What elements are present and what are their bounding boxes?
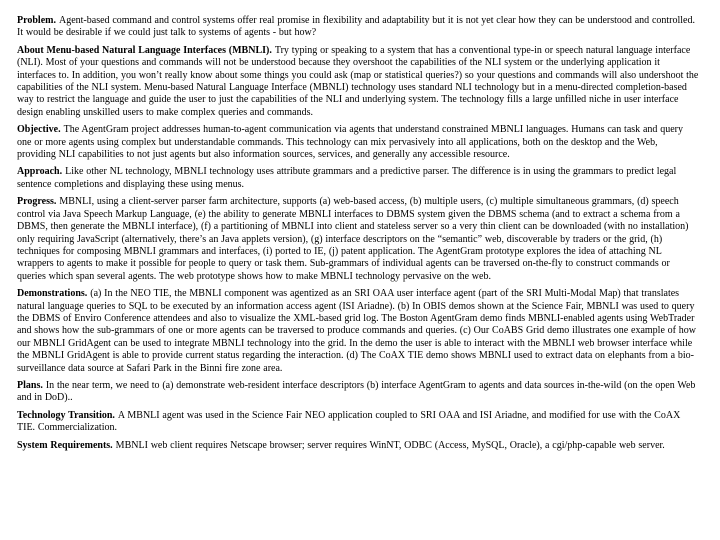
section-plans <box>17 380 699 405</box>
section-approach-label: Approach. <box>17 166 63 178</box>
section-demonstrations-text: (a) In the NEO TIE, the MBNLI component was agentized as an SRI OAA user interface agent (part of the SRI Multi-Modal Map) that translates natural language queries to SQL to be executed by an information access agent (ISI Ariadne). (b) In OBIS demos shown at the Science Fair, MBNLI was used to query the DBMS of Enviro Conference attendees and also to visualize the XML-based grid log. The Boston AgentGram demo finds MBNLI-enabled agents using WebTrader and shows how the sub-grammars of one or more agents can be traversed to produce commands and queries. (c) Our CoABS Grid demo illustrates one example of how our MBNLI GridAgent can be used to integrate MBNLI technology into the grid. In the demo the user is able to interact with the MBNLI web browser interface while the MBNLI GridAgent is able to provide current status regarding the interaction. (d) The CoAX TIE demo shows MBNLI used to extract data on elephants from a bio-surveillance data source at Safari Park in the Binni fire zone area. <box>17 288 697 374</box>
section-system-requirements <box>17 440 699 452</box>
section-plans-label: Plans. <box>17 379 43 391</box>
section-about-mbnli-text: Try typing or speaking to a system that has a conventional type-in or speech natural language interface (NLI). Most of your questions and commands will not be understood because they overshoot the capabilities of the NLI system or the underlying application it interfaces to. In addition, you won’t really know about some things you could ask (map or statistical queries?) so your questions and commands will also undershoot the capabilities of the NLI system. Menu-based Natural Language Interface (MBNLI) technology uses standard NLI technology but in a menu-directed completion-based way to restrict the language and guide the user to just the capabilities of the NLI and underlying system. The technology fills a large unfilled niche in user interface design enabling unskilled users to make complex queries and commands. <box>17 44 699 118</box>
section-objective-label: Objective. <box>17 124 61 136</box>
section-technology-transition-label: Technology Transition. <box>17 409 115 421</box>
section-progress-text: MBNLI, using a client-server parser farm architecture, supports (a) web-based access, (b) multiple users, (c) multiple simultaneous grammars, (d) speech control via Java Speech Markup Language, (e) the ability to generate MBNLI interfaces to DBMS system given the DBMS schema (and to extract a schema from a DBMS, then generate the MBNLI interface), (f) a partitioning of MBNLI into client and stateless server so a very thin client can be downloaded (with no installation) only requiring JavaScript (alternatively, there’s an Java applets version), (g) interface descriptors on the “semantic” web, discoverable by traders or the grid, (h) techniques for composing MBNLI grammars and interfaces, (i) ported to IE, (j) patent application. The AgentGram prototype explores the idea of attaching NL wrappers to agents to make it possible for people to query or task them. Sub-grammars of individual agents can be traversed on-the-fly to construct commands or queries which span several agents. The web prototype shows how to make MBNLI technology pervasive on the web. <box>17 196 689 282</box>
section-problem-text: Agent-based command and control systems offer real promise in flexibility and adaptability but it is not yet clear how they can be understood and controlled. It would be desirable if we could just talk to systems of agents - but how? <box>17 15 695 39</box>
section-approach <box>17 166 699 191</box>
section-approach-text: Like other NL technology, MBNLI technology uses attribute grammars and a predictive parser. The difference is in using the grammars to predict legal sentence completions and displaying these using menus. <box>17 166 677 190</box>
section-about-mbnli <box>17 45 699 119</box>
section-objective-text: The AgentGram project addresses human-to-agent communication via agents that understand constrained MBNLI languages. Humans can task and query one or more agents using complex but understandable commands. This technology can mix pervasively into all applications, both on the desktop and the Web, providing NLI capabilities to not just agents but also information sources, services, and generally any accessible resource. <box>17 124 683 161</box>
section-about-mbnli-label: About Menu-based Natural Language Interfaces (MBNLI). <box>17 44 272 56</box>
section-progress-label: Progress. <box>17 196 57 208</box>
section-demonstrations-label: Demonstrations. <box>17 288 88 300</box>
section-problem <box>17 15 699 40</box>
section-plans-text: In the near term, we need to (a) demonstrate web-resident interface descriptors (b) interface AgentGram to agents and data sources in-the-wild (on the open Web and in DoD).. <box>17 379 696 404</box>
section-demonstrations <box>17 288 699 375</box>
section-system-requirements-text: MBNLI web client requires Netscape browser; server requires WinNT, ODBC (Access, MySQL, Oracle), a cgi/php-capable web server. <box>115 439 665 451</box>
section-technology-transition <box>17 410 699 435</box>
section-problem-label: Problem. <box>17 15 56 26</box>
section-progress <box>17 196 699 283</box>
section-technology-transition-text: A MBNLI agent was used in the Science Fair NEO application coupled to SRI OAA and ISI Ariadne, and modified for use with the CoAX TIE. Commercialization. <box>17 409 681 434</box>
section-system-requirements-label: System Requirements. <box>17 439 113 451</box>
section-objective <box>17 124 699 161</box>
